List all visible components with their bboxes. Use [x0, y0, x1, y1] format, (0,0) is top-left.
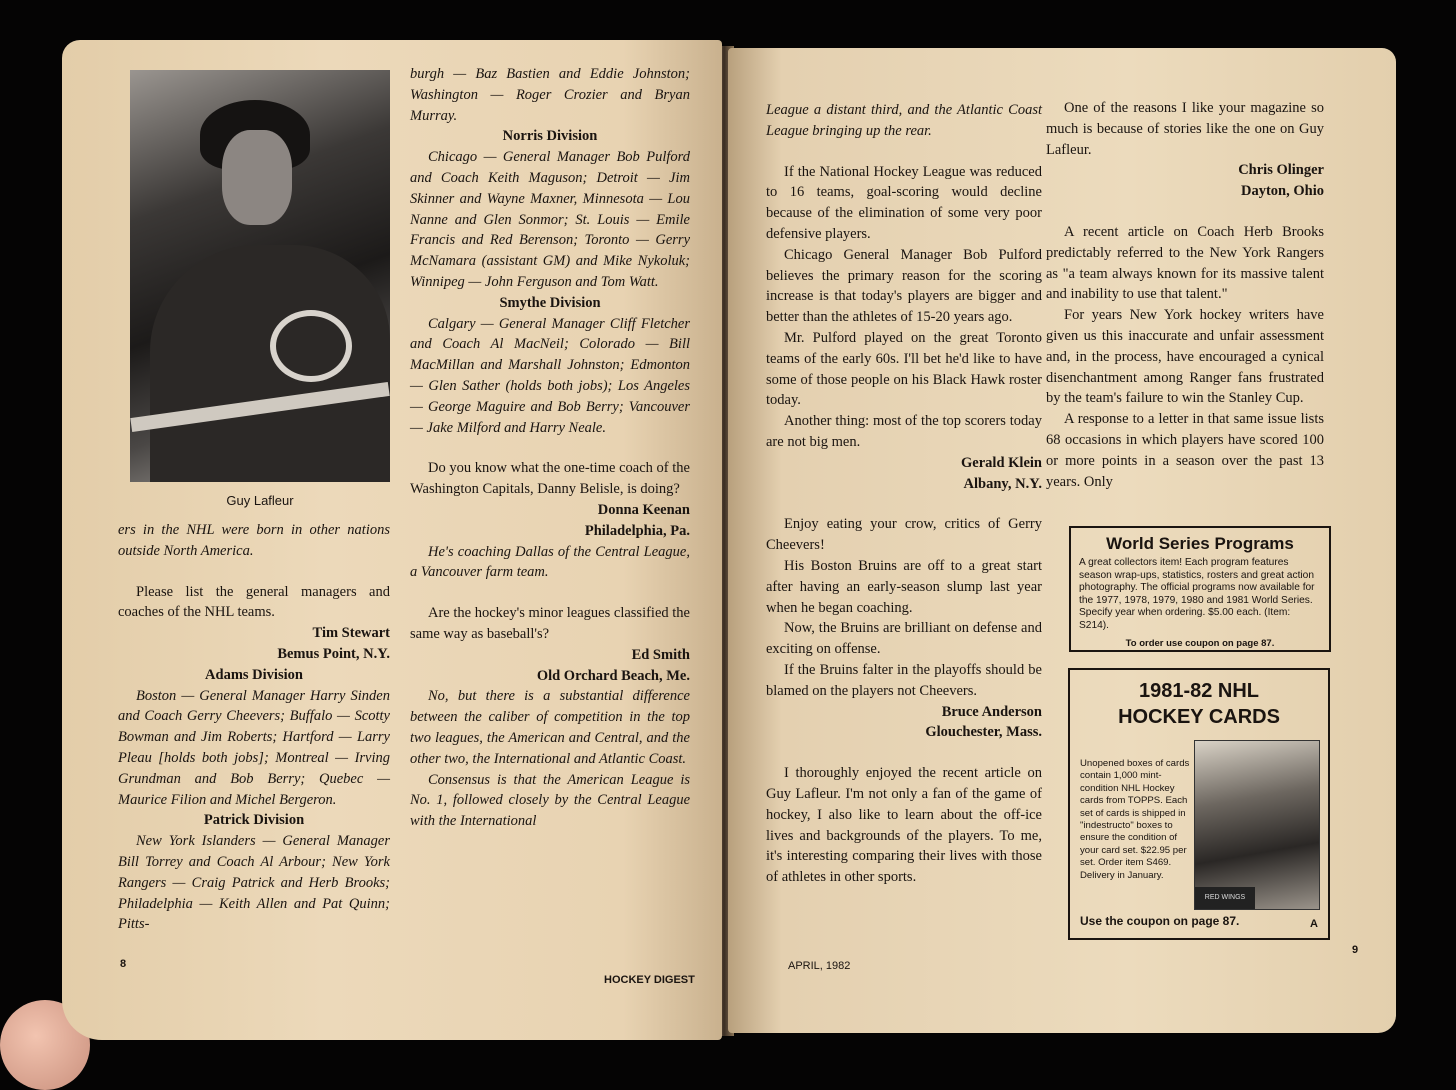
- letter1-p2: Chicago General Manager Bob Pulford believes the primary reason for the scoring increase is that today's players are bigger and better than the athletes of 15-20 years ago.: [766, 246, 1042, 326]
- smythe-text: Calgary — General Manager Cliff Fletcher and Coach Al MacNeil; Colorado — Bill MacMillan and Marshall Johnston; Edmonton — Glen Sather (holds both jobs); Los Angeles — George Maguire and Bob Berry; Vancouver — Jake Milford and Harry Neale.: [410, 315, 690, 436]
- ad2-body: Unopened boxes of cards contain 1,000 mint-condition NHL Hockey cards from TOPPS. Each set of cards is shipped in "indestructo" boxes to ensure the condition of your card set. $22.95 per set. Order item S469. Delivery in January.: [1080, 758, 1190, 881]
- letter4-place: Dayton, Ohio: [1241, 183, 1324, 200]
- left-col-1: [118, 520, 390, 935]
- question-3: Are the hockey's minor leagues classified the same way as baseball's?: [410, 605, 690, 642]
- patrick-text: New York Islanders — General Manager Bill Torrey and Coach Al Arbour; New York Rangers — Craig Patrick and Herb Brooks; Philadelphia — Keith Allen and Pat Quinn; Pitts-: [118, 833, 390, 933]
- adams-text: Boston — General Manager Harry Sinden and Coach Gerry Cheevers; Buffalo — Scotty Bowman and Jim Roberts; Hartford — Larry Pleau [holds both jobs]; Montreal — Irving Grundman and Bob Berry; Quebec — Maurice Filion and Michel Bergeron.: [118, 687, 390, 808]
- hockey-cards-ad: [1068, 668, 1330, 940]
- ad2-code: A: [1310, 918, 1318, 930]
- photo-caption: Guy Lafleur: [226, 493, 294, 508]
- letter2-place: Glouchester, Mass.: [925, 724, 1042, 741]
- letter4-name: Chris Olinger: [1238, 162, 1324, 179]
- norris-text: Chicago — General Manager Bob Pulford and Coach Keith Maguson; Detroit — Jim Skinner and Wayne Maxner, Minnesota — Lou Nanne and Glen Sonmor; St. Louis — Emile Francis and Red Berenson; Toronto — Gerry McNamara (assistant GM) and Mike Nykoluk; Winnipeg — John Ferguson and Tom Watt.: [410, 149, 690, 290]
- intro-text: ers in the NHL were born in other nations outside North America.: [118, 522, 390, 559]
- letter1-place: Albany, N.Y.: [963, 475, 1042, 492]
- ad2-title-2: HOCKEY CARDS: [1118, 706, 1280, 728]
- letter5-p2: For years New York hockey writers have given us this inaccurate and unfair assessment and, in the process, have encouraged a cynical disenchantment among Ranger fans frustrated by the team's failure to win the Stanley Cup.: [1046, 307, 1324, 407]
- ad1-body: A great collectors item! Each program features season wrap-ups, statistics, rosters and great action photography. The official programs now available for the 1977, 1978, 1979, 1980 and 1981 World Series. Specify year when ordering. $5.00 each. (Item: S214).: [1079, 557, 1315, 631]
- q2-place: Philadelphia, Pa.: [584, 522, 690, 539]
- left-page: [62, 40, 722, 1040]
- norris-heading: Norris Division: [502, 128, 598, 145]
- jersey-shape: [150, 245, 390, 482]
- letter5-p1: A recent article on Coach Herb Brooks predictably referred to the New York Rangers as "a team always known for its massive talent and inability to use that talent.": [1046, 223, 1324, 303]
- right-col-2: [1046, 98, 1324, 492]
- col2-cont: One of the reasons I like your magazine so much is because of stories like the one on Guy Lafleur.: [1046, 100, 1324, 158]
- letter2-name: Bruce Anderson: [941, 703, 1042, 720]
- answer-2: He's coaching Dallas of the Central League, a Vancouver farm team.: [410, 543, 690, 581]
- right-col-1: [766, 100, 1042, 888]
- letter2-p2: His Boston Bruins are off to a great start after having an early-season slump last year when he began coaching.: [766, 557, 1042, 616]
- card-team-label: RED WINGS: [1195, 887, 1255, 909]
- q2-name: Donna Keenan: [597, 501, 690, 518]
- face-shape: [222, 130, 292, 225]
- letter5-p3: A response to a letter in that same issue lists 68 occasions in which players have scored 100 or more points in a season over the past 13 years. Only: [1046, 411, 1324, 490]
- ad1-title: World Series Programs: [1106, 534, 1294, 553]
- footer-title: HOCKEY DIGEST: [604, 974, 695, 986]
- page-number-left: 8: [120, 958, 127, 970]
- patrick-heading: Patrick Division: [203, 812, 305, 829]
- letter1-name: Gerald Klein: [961, 454, 1042, 471]
- q1-name: Tim Stewart: [312, 625, 390, 642]
- jersey-logo: [270, 310, 352, 382]
- col1-cont: League a distant third, and the Atlantic Coast League bringing up the rear.: [766, 102, 1042, 139]
- q1-place: Bemus Point, N.Y.: [277, 645, 390, 662]
- col2-cont: burgh — Baz Bastien and Eddie Johnston; Washington — Roger Crozier and Bryan Murray.: [410, 66, 690, 124]
- letter2-p4: If the Bruins falter in the playoffs should be blamed on the players not Cheevers.: [766, 661, 1042, 699]
- smythe-heading: Smythe Division: [499, 294, 601, 311]
- page-number-right: 9: [1352, 944, 1359, 956]
- letter2-p3: Now, the Bruins are brilliant on defense and exciting on offense.: [766, 620, 1042, 658]
- left-col-2: [410, 64, 690, 832]
- question-2: Do you know what the one-time coach of the Washington Capitals, Danny Belisle, is doing?: [410, 460, 690, 498]
- ad1-coupon: To order use coupon on page 87.: [1125, 638, 1275, 649]
- world-series-ad: [1069, 526, 1331, 652]
- answer-3b: Consensus is that the American League is No. 1, followed closely by the Central League with the International: [410, 771, 690, 830]
- letter2-p1: Enjoy eating your crow, critics of Gerry Cheevers!: [766, 516, 1042, 554]
- letter1-p3: Mr. Pulford played on the great Toronto teams of the early 60s. I'll bet he'd like to have some of those people on his Black Hawk roster today.: [766, 329, 1042, 409]
- hockey-card-image: [1194, 740, 1320, 910]
- ad2-title-1: 1981-82 NHL: [1138, 680, 1260, 702]
- letter1-p4: Another thing: most of the top scorers today are not big men.: [766, 413, 1042, 450]
- adams-heading: Adams Division: [205, 666, 303, 683]
- letter1-p1: If the National Hockey League was reduced to 16 teams, goal-scoring would decline because of the elimination of some very poor defensive players.: [766, 163, 1042, 242]
- q3-place: Old Orchard Beach, Me.: [536, 667, 690, 684]
- ad2-coupon: Use the coupon on page 87.: [1080, 914, 1240, 928]
- letter3-p1: I thoroughly enjoyed the recent article on Guy Lafleur. I'm not only a fan of the game of hockey, I also like to learn about the off-ice lives and backgrounds of the players. To me, it's interesting comparing their lives with those of athletes in other sports.: [766, 765, 1042, 886]
- footer-date: APRIL, 1982: [788, 960, 851, 972]
- right-page: [728, 48, 1396, 1033]
- player-photo: [130, 70, 390, 482]
- answer-3a: No, but there is a substantial difference between the caliber of competition in the top two leagues, the American and Central, and the other two, the International and Atlantic Coast.: [410, 688, 690, 767]
- q3-name: Ed Smith: [631, 646, 690, 663]
- question-1: Please list the general managers and coaches of the NHL teams.: [118, 583, 390, 621]
